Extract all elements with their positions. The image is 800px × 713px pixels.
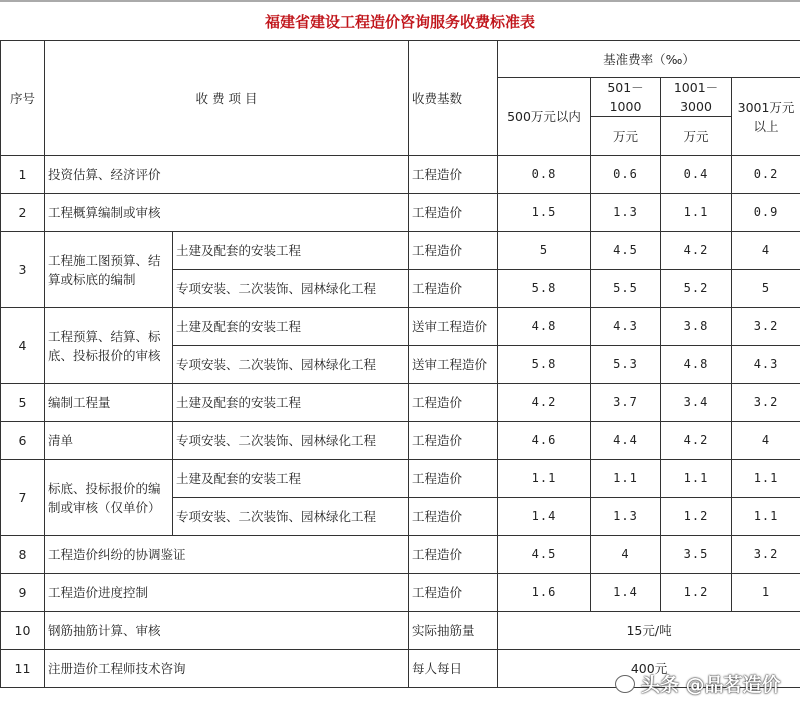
rate-range-2: 4.5 — [591, 232, 661, 270]
header-range-4: 3001万元以上 — [732, 78, 800, 156]
fee-sub-item: 土建及配套的安装工程 — [173, 232, 409, 270]
watermark — [615, 670, 781, 697]
rate-range-2: 1.1 — [591, 460, 661, 498]
fee-item: 工程造价纠纷的协调鉴证 — [45, 536, 409, 574]
fee-basis: 工程造价 — [409, 232, 498, 270]
rate-range-3: 4.2 — [661, 422, 732, 460]
rate-range-4: 1.1 — [732, 460, 800, 498]
rate-range-3: 5.2 — [661, 270, 732, 308]
flat-fee: 15元/吨 — [498, 612, 800, 650]
rate-range-2: 1.3 — [591, 194, 661, 232]
header-range-2: 501－1000 — [591, 78, 661, 117]
rate-range-1: 1.5 — [498, 194, 591, 232]
fee-sub-item: 土建及配套的安装工程 — [173, 308, 409, 346]
rate-range-1: 4.5 — [498, 536, 591, 574]
rate-range-3: 1.2 — [661, 574, 732, 612]
rate-range-1: 5.8 — [498, 270, 591, 308]
header-basis: 收费基数 — [409, 41, 498, 156]
rate-range-4: 4 — [732, 232, 800, 270]
header-unit-2: 万元 — [591, 117, 661, 156]
rate-range-3: 3.4 — [661, 384, 732, 422]
flat-fee: 400元 — [498, 650, 800, 688]
fee-standard-table — [0, 40, 800, 688]
table-row — [1, 574, 800, 612]
header-rate-group: 基准费率（‰） — [498, 41, 800, 78]
rate-range-4: 0.9 — [732, 194, 800, 232]
rate-range-4: 4 — [732, 422, 800, 460]
table-row — [1, 612, 800, 650]
rate-range-3: 0.4 — [661, 156, 732, 194]
row-number: 7 — [1, 460, 45, 536]
fee-basis: 每人每日 — [409, 650, 498, 688]
rate-range-3: 1.2 — [661, 498, 732, 536]
rate-range-3: 1.1 — [661, 194, 732, 232]
rate-range-4: 1 — [732, 574, 800, 612]
table-row — [1, 460, 800, 498]
table-row — [1, 536, 800, 574]
table-row — [1, 384, 800, 422]
rate-range-1: 4.2 — [498, 384, 591, 422]
rate-range-4: 3.2 — [732, 384, 800, 422]
fee-item: 工程预算、结算、标底、投标报价的审核 — [45, 308, 173, 384]
rate-range-3: 3.8 — [661, 308, 732, 346]
fee-item: 投资估算、经济评价 — [45, 156, 409, 194]
header-range-3: 1001－3000 — [661, 78, 732, 117]
fee-item: 编制工程量 — [45, 384, 173, 422]
rate-range-4: 4.3 — [732, 346, 800, 384]
fee-sub-item: 土建及配套的安装工程 — [173, 384, 409, 422]
rate-range-2: 1.3 — [591, 498, 661, 536]
rate-range-4: 1.1 — [732, 498, 800, 536]
watermark-text: 头条 @品茗造价 — [641, 674, 781, 696]
fee-basis: 工程造价 — [409, 422, 498, 460]
row-number: 2 — [1, 194, 45, 232]
row-number: 9 — [1, 574, 45, 612]
rate-range-1: 4.6 — [498, 422, 591, 460]
fee-item: 注册造价工程师技术咨询 — [45, 650, 409, 688]
rate-range-1: 5.8 — [498, 346, 591, 384]
title-bar — [0, 0, 800, 40]
row-number: 4 — [1, 308, 45, 384]
fee-sub-item: 土建及配套的安装工程 — [173, 460, 409, 498]
rate-range-2: 5.3 — [591, 346, 661, 384]
rate-range-2: 4.3 — [591, 308, 661, 346]
header-no: 序号 — [1, 41, 45, 156]
row-number: 3 — [1, 232, 45, 308]
rate-range-4: 3.2 — [732, 308, 800, 346]
row-number: 8 — [1, 536, 45, 574]
table-row — [1, 194, 800, 232]
fee-sub-item: 专项安装、二次装饰、园林绿化工程 — [173, 270, 409, 308]
rate-range-2: 5.5 — [591, 270, 661, 308]
fee-item: 标底、投标报价的编制或审核（仅单价） — [45, 460, 173, 536]
row-number: 11 — [1, 650, 45, 688]
rate-range-2: 0.6 — [591, 156, 661, 194]
fee-basis: 工程造价 — [409, 156, 498, 194]
rate-range-2: 4.4 — [591, 422, 661, 460]
rate-range-4: 3.2 — [732, 536, 800, 574]
row-number: 10 — [1, 612, 45, 650]
fee-basis: 工程造价 — [409, 460, 498, 498]
rate-range-4: 0.2 — [732, 156, 800, 194]
page-title: 福建省建设工程造价咨询服务收费标准表 — [264, 12, 535, 31]
rate-range-4: 5 — [732, 270, 800, 308]
fee-basis: 工程造价 — [409, 536, 498, 574]
fee-basis: 送审工程造价 — [409, 308, 498, 346]
fee-basis: 实际抽筋量 — [409, 612, 498, 650]
row-number: 5 — [1, 384, 45, 422]
rate-range-1: 1.6 — [498, 574, 591, 612]
table-body — [1, 156, 800, 688]
header-item: 收 费 项 目 — [45, 41, 409, 156]
table-row — [1, 232, 800, 270]
fee-item: 钢筋抽筋计算、审核 — [45, 612, 409, 650]
row-number: 1 — [1, 156, 45, 194]
rate-range-1: 5 — [498, 232, 591, 270]
fee-basis: 工程造价 — [409, 574, 498, 612]
header-range-1: 500万元以内 — [498, 78, 591, 156]
header-unit-3: 万元 — [661, 117, 732, 156]
fee-basis: 工程造价 — [409, 194, 498, 232]
fee-basis: 送审工程造价 — [409, 346, 498, 384]
rate-range-1: 4.8 — [498, 308, 591, 346]
rate-range-1: 1.1 — [498, 460, 591, 498]
rate-range-1: 0.8 — [498, 156, 591, 194]
chat-bubble-icon — [615, 675, 635, 693]
fee-sub-item: 专项安装、二次装饰、园林绿化工程 — [173, 498, 409, 536]
fee-basis: 工程造价 — [409, 498, 498, 536]
table-row — [1, 422, 800, 460]
fee-item: 清单 — [45, 422, 173, 460]
rate-range-3: 4.8 — [661, 346, 732, 384]
rate-range-3: 3.5 — [661, 536, 732, 574]
fee-basis: 工程造价 — [409, 384, 498, 422]
fee-sub-item: 专项安装、二次装饰、园林绿化工程 — [173, 422, 409, 460]
fee-sub-item: 专项安装、二次装饰、园林绿化工程 — [173, 346, 409, 384]
rate-range-3: 4.2 — [661, 232, 732, 270]
table-row — [1, 156, 800, 194]
rate-range-2: 1.4 — [591, 574, 661, 612]
fee-item: 工程施工图预算、结算或标底的编制 — [45, 232, 173, 308]
fee-item: 工程造价进度控制 — [45, 574, 409, 612]
row-number: 6 — [1, 422, 45, 460]
fee-basis: 工程造价 — [409, 270, 498, 308]
fee-item: 工程概算编制或审核 — [45, 194, 409, 232]
rate-range-2: 3.7 — [591, 384, 661, 422]
rate-range-1: 1.4 — [498, 498, 591, 536]
rate-range-2: 4 — [591, 536, 661, 574]
rate-range-3: 1.1 — [661, 460, 732, 498]
table-row — [1, 308, 800, 346]
